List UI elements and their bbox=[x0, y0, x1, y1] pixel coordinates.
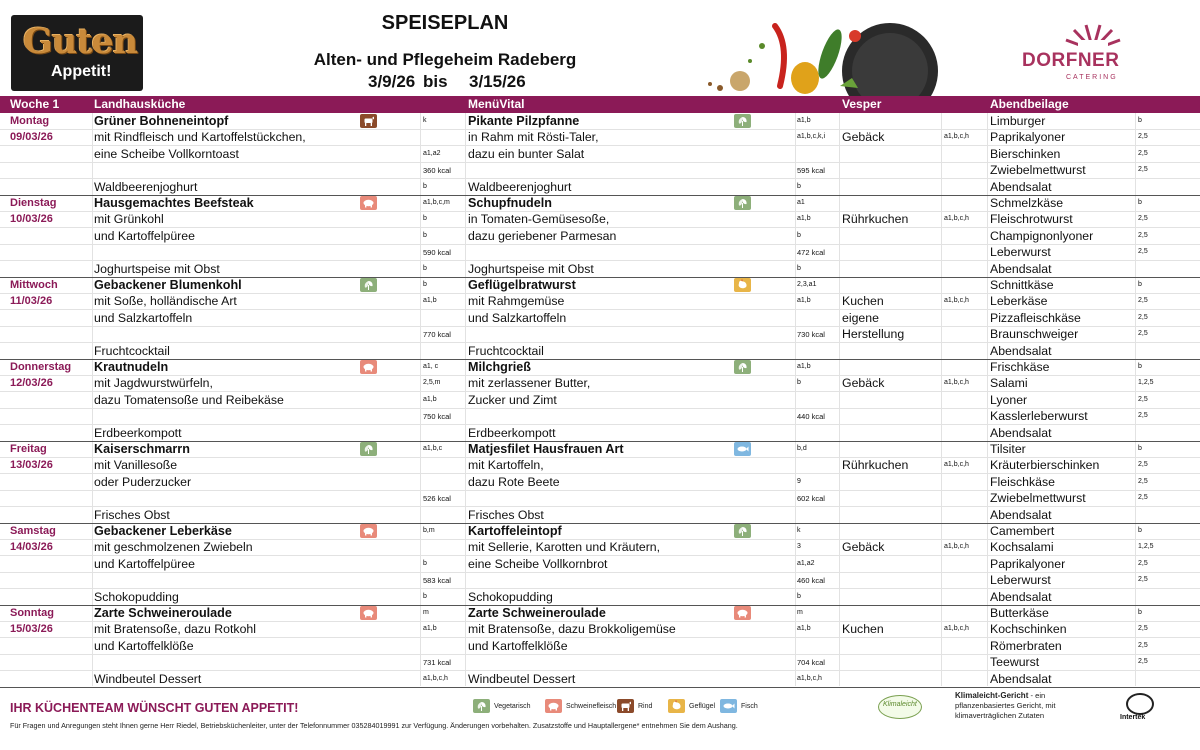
col-landhaus: Landhausküche bbox=[94, 97, 186, 111]
abendbeilage-item: Abendsalat bbox=[990, 261, 1052, 276]
brand-sub: CATERING bbox=[1066, 74, 1118, 81]
menuvital-dish-text: Milchgrieß bbox=[468, 360, 531, 374]
abendbeilage-item: Fleischrotwurst bbox=[990, 212, 1073, 227]
allergen-code: b bbox=[423, 264, 427, 272]
table-row bbox=[0, 621, 1200, 638]
allergen-code: 1,2,5 bbox=[1138, 543, 1154, 551]
allergen-code: 3 bbox=[797, 543, 801, 551]
abendbeilage-item: Pizzafleischkäse bbox=[990, 310, 1081, 325]
landhaus-dish-text: Hausgemachtes Beefsteak bbox=[94, 196, 254, 210]
table-row bbox=[0, 310, 1200, 327]
abendbeilage-item: Kochschinken bbox=[990, 622, 1067, 637]
column-header-bar bbox=[0, 96, 1200, 113]
landhaus-dish-text: mit Grünkohl bbox=[94, 212, 164, 227]
landhaus-dish-text: Gebackener Blumenkohl bbox=[94, 278, 242, 292]
allergen-code: a1,b,c,h bbox=[944, 215, 969, 223]
landhaus-dish-text: Grüner Bohneneintopf bbox=[94, 114, 229, 128]
allergen-code: 2,5,m bbox=[423, 379, 441, 387]
allergen-code: a1,b,c,h bbox=[423, 674, 448, 682]
pork-icon bbox=[360, 606, 377, 620]
vesper-item: Gebäck bbox=[842, 130, 885, 145]
menuvital-dish-text: dazu geriebener Parmesan bbox=[468, 228, 617, 243]
table-row bbox=[0, 244, 1200, 261]
allergen-code: a1,b bbox=[797, 215, 811, 223]
allergen-code: a1,b,c,h bbox=[944, 543, 969, 551]
allergen-code: a1,b bbox=[797, 363, 811, 370]
globe-icon bbox=[1126, 693, 1154, 715]
vesper-item: Herstellung bbox=[842, 327, 905, 342]
allergen-code: b bbox=[797, 592, 801, 600]
allergen-code: a1,b,c,h bbox=[944, 461, 969, 469]
kcal-value: 731 kcal bbox=[423, 658, 451, 668]
allergen-code: 2,5 bbox=[1138, 231, 1148, 239]
vesper-item: Kuchen bbox=[842, 294, 884, 309]
klimaleicht-logo bbox=[878, 695, 922, 719]
vesper-item: Rührkuchen bbox=[842, 212, 909, 227]
abendbeilage-item: Bierschinken bbox=[990, 146, 1061, 161]
footer-slogan: IHR KÜCHENTEAM WÜNSCHT GUTEN APPETIT! bbox=[10, 701, 299, 715]
kcal-value: 590 kcal bbox=[423, 248, 451, 258]
allergen-code: a1,b,c,h bbox=[944, 379, 969, 387]
allergen-code: 2,5 bbox=[1138, 658, 1148, 666]
day-name: Sonntag bbox=[10, 607, 54, 619]
landhaus-dish-text: mit Soße, holländische Art bbox=[94, 294, 237, 309]
allergen-code: a1,b bbox=[797, 625, 811, 633]
landhaus-dish-text: und Kartoffelpüree bbox=[94, 228, 195, 243]
abendbeilage-item: Braunschweiger bbox=[990, 327, 1079, 342]
abendbeilage-item: Paprikalyoner bbox=[990, 556, 1066, 571]
menuvital-dish-text: Zarte Schweineroulade bbox=[468, 606, 606, 620]
allergen-code: 2,5 bbox=[1138, 641, 1148, 649]
allergen-code: 2,5 bbox=[1138, 477, 1148, 485]
allergen-code: b bbox=[1138, 117, 1142, 124]
landhaus-dish-text: Waldbeerenjoghurt bbox=[94, 179, 198, 194]
menuvital-dish-text: Joghurtspeise mit Obst bbox=[468, 261, 594, 276]
pork-icon bbox=[360, 196, 377, 210]
allergen-code: 2,5 bbox=[1138, 133, 1148, 141]
abendbeilage-item: Fleischkäse bbox=[990, 474, 1055, 489]
abendbeilage-item: Kasslerleberwurst bbox=[990, 409, 1088, 424]
kcal-value: 583 kcal bbox=[423, 576, 451, 586]
table-row bbox=[0, 425, 1200, 442]
vegetarian-icon bbox=[734, 524, 751, 538]
landhaus-dish-text: und Kartoffelpüree bbox=[94, 556, 195, 571]
legend-label: Schweinefleisch bbox=[566, 703, 617, 710]
abendbeilage-item: Kräuterbierschinken bbox=[990, 458, 1100, 473]
abendbeilage-item: Römerbraten bbox=[990, 638, 1062, 653]
table-row bbox=[0, 375, 1200, 392]
dorfner-rays-icon bbox=[1058, 22, 1128, 52]
allergen-code: b bbox=[1138, 281, 1142, 288]
kcal-value: 526 kcal bbox=[423, 494, 451, 504]
allergen-code: a1,a2 bbox=[797, 559, 815, 567]
allergen-code: a1,b bbox=[797, 297, 811, 305]
landhaus-dish-text: dazu Tomatensoße und Reibekäse bbox=[94, 392, 284, 407]
abendbeilage-item: Kochsalami bbox=[990, 540, 1054, 555]
col-menuvital: MenüVital bbox=[468, 97, 525, 111]
table-row bbox=[0, 228, 1200, 245]
table-row bbox=[0, 523, 1200, 540]
table-row bbox=[0, 671, 1200, 688]
beef-icon bbox=[617, 699, 634, 713]
allergen-code: a1,b,c,m bbox=[423, 199, 450, 206]
landhaus-dish-text: Windbeutel Dessert bbox=[94, 671, 202, 686]
col-week: Woche 1 bbox=[10, 97, 60, 111]
header bbox=[0, 0, 1200, 96]
table-row bbox=[0, 392, 1200, 409]
abendbeilage-item: Salami bbox=[990, 376, 1028, 391]
table-row bbox=[0, 572, 1200, 589]
allergen-code: 2,5 bbox=[1138, 625, 1148, 633]
table-row bbox=[0, 507, 1200, 524]
table-row bbox=[0, 211, 1200, 228]
abendbeilage-item: Leberwurst bbox=[990, 245, 1051, 260]
allergen-code: 2,5 bbox=[1138, 412, 1148, 420]
vesper-item: Gebäck bbox=[842, 540, 885, 555]
vesper-item: eigene bbox=[842, 310, 879, 325]
allergen-code: a1,b bbox=[423, 625, 437, 633]
legend-label: Fisch bbox=[741, 703, 758, 710]
allergen-code: 2,5 bbox=[1138, 559, 1148, 567]
allergen-code: a1,b,c,h bbox=[797, 674, 822, 682]
legend-label: Geflügel bbox=[689, 703, 716, 710]
abendbeilage-item: Frischkäse bbox=[990, 360, 1050, 374]
landhaus-dish-text: und Salzkartoffeln bbox=[94, 310, 193, 325]
menuvital-dish-text: Frisches Obst bbox=[468, 507, 544, 522]
table-row bbox=[0, 638, 1200, 655]
vegetarian-icon bbox=[360, 278, 377, 292]
allergen-code: k bbox=[423, 117, 427, 124]
klimaleicht-title: Klimaleicht-Gericht bbox=[955, 691, 1029, 700]
allergen-code: a1,b bbox=[423, 297, 437, 305]
kcal-value: 602 kcal bbox=[797, 494, 825, 504]
landhaus-dish-text: Zarte Schweineroulade bbox=[94, 606, 232, 620]
allergen-code: b bbox=[423, 592, 427, 600]
menuvital-dish-text: Kartoffeleintopf bbox=[468, 524, 562, 538]
table-row bbox=[0, 539, 1200, 556]
abendbeilage-item: Zwiebelmettwurst bbox=[990, 491, 1086, 506]
menuvital-dish-text: Zucker und Zimt bbox=[468, 392, 557, 407]
allergen-code: 2,5 bbox=[1138, 313, 1148, 321]
menuvital-dish-text: Matjesfilet Hausfrauen Art bbox=[468, 442, 624, 456]
abendbeilage-item: Abendsalat bbox=[990, 343, 1052, 358]
menuvital-dish-text: mit Kartoffeln, bbox=[468, 458, 544, 473]
allergen-code: a1, c bbox=[423, 363, 439, 370]
allergen-code: 2,5 bbox=[1138, 576, 1148, 584]
table-row bbox=[0, 326, 1200, 343]
table-row bbox=[0, 113, 1200, 130]
abendbeilage-item: Champignonlyoner bbox=[990, 228, 1094, 243]
day-name: Dienstag bbox=[10, 197, 57, 209]
menuvital-dish-text: eine Scheibe Vollkornbrot bbox=[468, 556, 608, 571]
menuvital-dish-text: Erdbeerkompott bbox=[468, 425, 556, 440]
menuvital-dish-text: mit zerlassener Butter, bbox=[468, 376, 591, 391]
menuvital-dish-text: mit Sellerie, Karotten und Kräutern, bbox=[468, 540, 661, 555]
allergen-code: b bbox=[797, 182, 801, 190]
allergen-code: b bbox=[1138, 609, 1142, 616]
kcal-value: 750 kcal bbox=[423, 412, 451, 422]
allergen-code: 2,5 bbox=[1138, 297, 1148, 305]
page-subtitle: Alten- und Pflegeheim Radeberg bbox=[313, 50, 577, 69]
landhaus-dish-text: Krautnudeln bbox=[94, 360, 169, 374]
intertek-text: Intertek bbox=[1120, 714, 1146, 721]
table-row bbox=[0, 359, 1200, 376]
klimaleicht-logo-text: Klimaleicht bbox=[883, 701, 917, 708]
allergen-code: b bbox=[797, 231, 801, 239]
food-decoration-image bbox=[680, 16, 940, 96]
day-date: 10/03/26 bbox=[10, 213, 53, 226]
table-row bbox=[0, 457, 1200, 474]
logo-text-guten: Guten bbox=[23, 21, 138, 62]
pork-icon bbox=[545, 699, 562, 713]
allergen-code: a1,b,c,h bbox=[944, 297, 969, 305]
allergen-code: a1,b,c bbox=[423, 445, 443, 452]
day-date: 14/03/26 bbox=[10, 541, 53, 554]
kcal-value: 440 kcal bbox=[797, 412, 825, 422]
allergen-code: 2,5 bbox=[1138, 461, 1148, 469]
day-name: Freitag bbox=[10, 443, 47, 455]
allergen-code: b bbox=[423, 559, 427, 567]
allergen-code: m bbox=[797, 609, 803, 616]
kcal-value: 595 kcal bbox=[797, 166, 825, 176]
table-row bbox=[0, 408, 1200, 425]
fish-icon bbox=[734, 442, 751, 456]
abendbeilage-item: Butterkäse bbox=[990, 606, 1049, 620]
abendbeilage-item: Abendsalat bbox=[990, 179, 1052, 194]
allergen-code: 2,5 bbox=[1138, 494, 1148, 502]
landhaus-dish-text: Joghurtspeise mit Obst bbox=[94, 261, 220, 276]
allergen-code: 2,5 bbox=[1138, 149, 1148, 157]
menuvital-dish-text: Schupfnudeln bbox=[468, 196, 552, 210]
table-row bbox=[0, 261, 1200, 278]
allergen-code: b,d bbox=[797, 445, 807, 452]
footer-note: Für Fragen und Anregungen steht Ihnen gerne Herr Riedel, Betriebsküchenleiter, unter der Telefonnummer 035284019991 zur Verfügung. Änderungen vorbehalten. Zusatzstoffe und Hauptallergene* entnehmen Sie dem Aushang. bbox=[10, 721, 738, 730]
landhaus-dish-text: Fruchtcocktail bbox=[94, 343, 170, 358]
vesper-item: Kuchen bbox=[842, 622, 884, 637]
abendbeilage-item: Paprikalyoner bbox=[990, 130, 1066, 145]
table-row bbox=[0, 146, 1200, 163]
abendbeilage-item: Schmelzkäse bbox=[990, 196, 1064, 210]
logo-text-appetit: Appetit! bbox=[51, 63, 112, 80]
table-row bbox=[0, 129, 1200, 146]
landhaus-dish-text: eine Scheibe Vollkorntoast bbox=[94, 146, 239, 161]
col-abendbeilage: Abendbeilage bbox=[990, 97, 1069, 111]
intertek-logo bbox=[1120, 693, 1160, 723]
vegetarian-icon bbox=[734, 114, 751, 128]
menuvital-dish-text: mit Bratensoße, dazu Brokkoligemüse bbox=[468, 622, 676, 637]
menuvital-dish-text: Windbeutel Dessert bbox=[468, 671, 576, 686]
legend-label: Vegetarisch bbox=[494, 703, 531, 710]
allergen-code: b bbox=[1138, 445, 1142, 452]
vegetarian-icon bbox=[734, 360, 751, 374]
menuvital-dish-text: Schokopudding bbox=[468, 589, 553, 604]
guten-appetit-logo bbox=[11, 15, 143, 91]
table-row bbox=[0, 490, 1200, 507]
allergen-code: a1 bbox=[797, 199, 805, 206]
day-date: 12/03/26 bbox=[10, 377, 53, 390]
vegetarian-icon bbox=[360, 442, 377, 456]
day-date: 11/03/26 bbox=[10, 295, 53, 308]
kcal-value: 730 kcal bbox=[797, 330, 825, 340]
kcal-value: 770 kcal bbox=[423, 330, 451, 340]
allergen-code: 2,5 bbox=[1138, 330, 1148, 338]
allergen-code: b bbox=[1138, 527, 1142, 534]
menuvital-dish-text: Pikante Pilzpfanne bbox=[468, 114, 580, 128]
abendbeilage-item: Leberkäse bbox=[990, 294, 1048, 309]
menuvital-dish-text: dazu Rote Beete bbox=[468, 474, 560, 489]
vegetarian-icon bbox=[473, 699, 490, 713]
abendbeilage-item: Abendsalat bbox=[990, 425, 1052, 440]
table-row bbox=[0, 343, 1200, 360]
landhaus-dish-text: mit Vanillesoße bbox=[94, 458, 178, 473]
col-vesper: Vesper bbox=[842, 97, 882, 111]
table-row bbox=[0, 605, 1200, 622]
pork-icon bbox=[734, 606, 751, 620]
kcal-value: 472 kcal bbox=[797, 248, 825, 258]
allergen-code: 1,2,5 bbox=[1138, 379, 1154, 387]
date-to: 3/15/26 bbox=[469, 72, 526, 91]
allergen-code: b bbox=[1138, 363, 1142, 370]
menuvital-dish-text: Waldbeerenjoghurt bbox=[468, 179, 572, 194]
abendbeilage-item: Camembert bbox=[990, 524, 1055, 538]
pork-icon bbox=[360, 360, 377, 374]
table-row bbox=[0, 179, 1200, 196]
menuvital-dish-text: und Kartoffelklöße bbox=[468, 638, 568, 653]
allergen-code: a1,a2 bbox=[423, 149, 441, 157]
allergen-code: b bbox=[1138, 199, 1142, 206]
abendbeilage-item: Abendsalat bbox=[990, 671, 1052, 686]
allergen-code: 2,3,a1 bbox=[797, 281, 817, 288]
allergen-code: b bbox=[423, 231, 427, 239]
allergen-code: a1,b bbox=[797, 117, 811, 124]
allergen-code: a1,b,c,k,i bbox=[797, 133, 826, 141]
table-row bbox=[0, 441, 1200, 458]
abendbeilage-item: Abendsalat bbox=[990, 589, 1052, 604]
allergen-code: b bbox=[797, 264, 801, 272]
landhaus-dish-text: Kaiserschmarrn bbox=[94, 442, 190, 456]
menuvital-dish-text: mit Rahmgemüse bbox=[468, 294, 565, 309]
allergen-code: b,m bbox=[423, 527, 435, 534]
kcal-value: 704 kcal bbox=[797, 658, 825, 668]
day-date: 15/03/26 bbox=[10, 623, 53, 636]
kcal-value: 360 kcal bbox=[423, 166, 451, 176]
landhaus-dish-text: Schokopudding bbox=[94, 589, 179, 604]
landhaus-dish-text: Erdbeerkompott bbox=[94, 425, 182, 440]
abendbeilage-item: Lyoner bbox=[990, 392, 1028, 407]
day-name: Samstag bbox=[10, 525, 56, 537]
day-date: 13/03/26 bbox=[10, 459, 53, 472]
table-row bbox=[0, 589, 1200, 606]
menuvital-dish-text: Geflügelbratwurst bbox=[468, 278, 576, 292]
allergen-code: a1,b,c,h bbox=[944, 625, 969, 633]
vesper-item: Gebäck bbox=[842, 376, 885, 391]
poultry-icon bbox=[668, 699, 685, 713]
landhaus-dish-text: Frisches Obst bbox=[94, 507, 170, 522]
abendbeilage-item: Zwiebelmettwurst bbox=[990, 163, 1086, 178]
allergen-code: k bbox=[797, 527, 801, 534]
day-name: Mittwoch bbox=[10, 279, 58, 291]
table-row bbox=[0, 474, 1200, 491]
allergen-code: 9 bbox=[797, 477, 801, 485]
table-row bbox=[0, 162, 1200, 179]
menuvital-dish-text: und Salzkartoffeln bbox=[468, 310, 567, 325]
table-row bbox=[0, 293, 1200, 310]
pork-icon bbox=[360, 524, 377, 538]
day-name: Montag bbox=[10, 115, 50, 127]
klimaleicht-description bbox=[955, 691, 1100, 721]
dorfner-logo bbox=[1016, 22, 1166, 82]
page-title: SPEISEPLAN bbox=[381, 12, 509, 34]
allergen-code: 2,5 bbox=[1138, 248, 1148, 256]
menuvital-dish-text: in Tomaten-Gemüsesoße, bbox=[468, 212, 610, 227]
table-row bbox=[0, 277, 1200, 294]
landhaus-dish-text: mit geschmolzenen Zwiebeln bbox=[94, 540, 253, 555]
day-date: 09/03/26 bbox=[10, 131, 53, 144]
landhaus-dish-text: mit Rindfleisch und Kartoffelstückchen, bbox=[94, 130, 306, 145]
table-row bbox=[0, 556, 1200, 573]
allergen-code: a1,b bbox=[423, 395, 437, 403]
menuvital-dish-text: in Rahm mit Rösti-Taler, bbox=[468, 130, 599, 145]
allergen-code: b bbox=[797, 379, 801, 387]
landhaus-dish-text: oder Puderzucker bbox=[94, 474, 192, 489]
date-bis: bis bbox=[423, 72, 448, 91]
day-name: Donnerstag bbox=[10, 361, 72, 373]
abendbeilage-item: Schnittkäse bbox=[990, 278, 1054, 292]
abendbeilage-item: Limburger bbox=[990, 114, 1046, 128]
table-row bbox=[0, 195, 1200, 212]
kcal-value: 460 kcal bbox=[797, 576, 825, 586]
legend-label: Rind bbox=[638, 703, 653, 710]
landhaus-dish-text: und Kartoffelklöße bbox=[94, 638, 194, 653]
poultry-icon bbox=[734, 278, 751, 292]
abendbeilage-item: Teewurst bbox=[990, 655, 1040, 670]
landhaus-dish-text: mit Bratensoße, dazu Rotkohl bbox=[94, 622, 256, 637]
allergen-code: 2,5 bbox=[1138, 395, 1148, 403]
allergen-code: b bbox=[423, 281, 427, 288]
vesper-item: Rührkuchen bbox=[842, 458, 909, 473]
abendbeilage-item: Tilsiter bbox=[990, 442, 1026, 456]
allergen-code: 2,5 bbox=[1138, 166, 1148, 174]
allergen-code: 2,5 bbox=[1138, 215, 1148, 223]
vegetarian-icon bbox=[734, 196, 751, 210]
menuvital-dish-text: Fruchtcocktail bbox=[468, 343, 544, 358]
allergen-code: m bbox=[423, 609, 429, 616]
landhaus-dish-text: Gebackener Leberkäse bbox=[94, 524, 232, 538]
landhaus-dish-text: mit Jagdwurstwürfeln, bbox=[94, 376, 213, 391]
abendbeilage-item: Abendsalat bbox=[990, 507, 1052, 522]
klimaleicht-text: - ein pflanzenbasiertes Gericht, mit klimaverträglichen Zutaten bbox=[955, 691, 1056, 720]
fish-icon bbox=[720, 699, 737, 713]
allergen-code: b bbox=[423, 215, 427, 223]
beef-icon bbox=[360, 114, 377, 128]
brand-name: DORFNER bbox=[1022, 50, 1120, 71]
allergen-code: a1,b,c,h bbox=[944, 133, 969, 141]
abendbeilage-item: Leberwurst bbox=[990, 573, 1051, 588]
allergen-code: b bbox=[423, 182, 427, 190]
date-from: 3/9/26 bbox=[368, 72, 416, 91]
menuvital-dish-text: dazu ein bunter Salat bbox=[468, 146, 585, 161]
table-row bbox=[0, 654, 1200, 671]
